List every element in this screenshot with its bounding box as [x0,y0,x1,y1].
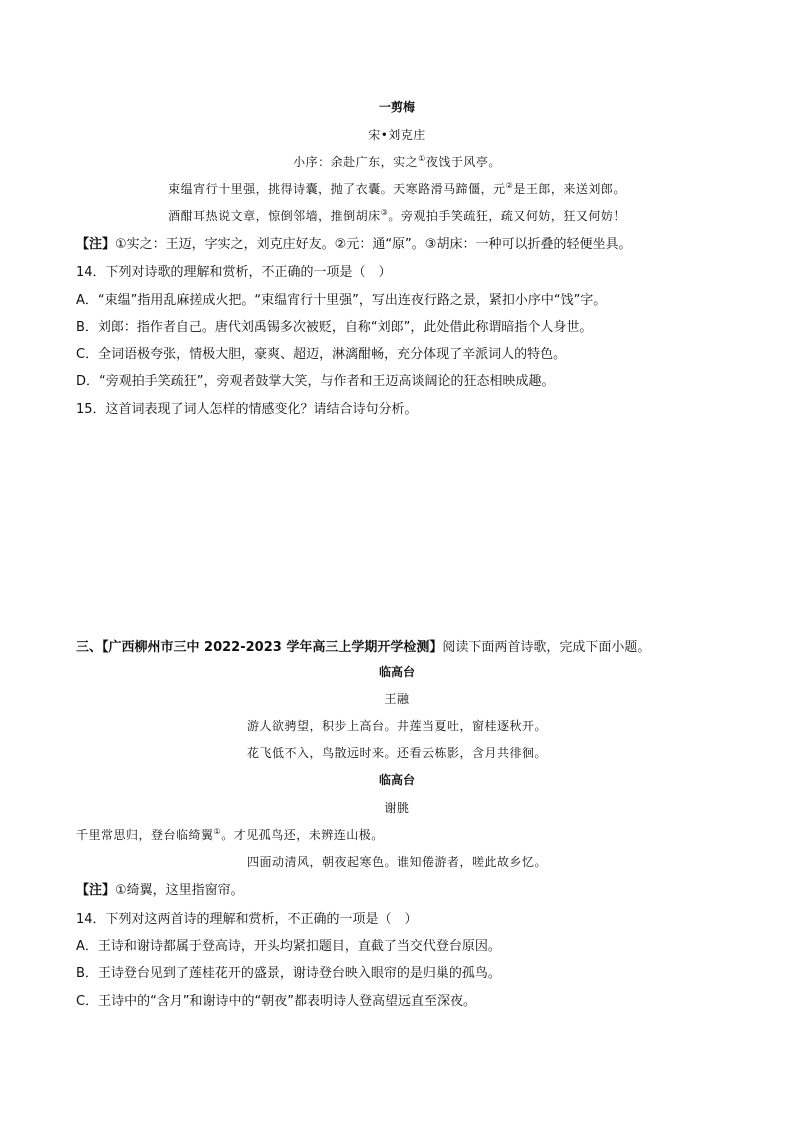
poem1-line1 [0,180,794,197]
poem-line-text-end: 。才见孤鸟还，未辨连山极。 [221,828,384,842]
poem-line-text: 束缊宵行十里强，挑得诗囊，抛了衣囊。天寒路滑马蹄僵，元 [168,182,506,196]
poemA-line1: 游人欲骋望，积步上高台。井莲当夏吐，窗桂逐秋开。 [246,719,547,733]
section3-option-a: A．王诗和谢诗都属于登高诗，开头均紧扣题目，直截了当交代登台原因。 [76,939,501,954]
poem1-line2 [0,207,794,224]
note-text: ①绮翼，这里指窗帘。 [115,883,244,898]
footnote-mark: ① [418,154,426,163]
note-text: ①实之：王迈，字实之，刘克庄好友。②元：通“原”。③胡床：一种可以折叠的轻便坐具。 [115,237,632,252]
preface-text: 小序：余赴广东，实之 [293,155,419,169]
poem1-title: 一剪梅 [378,100,415,114]
question-15: 15．这首词表现了词人怎样的情感变化？请结合诗句分析。 [76,402,418,417]
section-number: 三、 [76,640,103,655]
section3-question-14: 14．下列对这两首诗的理解和赏析，不正确的一项是（ ） [76,912,418,927]
poem1-author: 宋•刘克庄 [368,128,426,142]
poemB-line2: 四面动清风，朝夜起寒色。谁知倦游者，嗟此故乡忆。 [246,855,547,869]
note-bracket: 【注】 [76,883,116,898]
option-d: D．“旁观拍手笑疏狂”，旁观者鼓掌大笑，与作者和王迈高谈阔论的狂态相映成趣。 [76,374,555,389]
footnote-mark: ① [213,827,222,836]
preface-text-end: 夜饯于风亭。 [425,155,501,169]
footnote-mark: ③ [380,208,389,217]
instruction: 阅读下面两首诗歌，完成下面小题。 [442,640,651,655]
question-14: 14．下列对诗歌的理解和赏析，不正确的一项是（ ） [76,265,392,280]
poemB-line1 [76,826,384,843]
poemB-title: 临高台 [378,773,415,787]
section3-header [76,636,650,655]
poem1-preface [0,153,794,170]
option-b: B．刘郎：指作者自己。唐代刘禹锡多次被贬，自称“刘郎”，此处借此称谓暗指个人身世。 [76,320,593,335]
section3-option-c: C．王诗中的“含月”和谢诗中的“朝夜”都表明诗人登高望远直至深夜。 [76,994,477,1009]
poem-line-text-end: 是王郎，来送刘郎。 [513,182,626,196]
option-c: C．全词语极夸张，情极大胆，豪爽、超迈，淋漓酣畅，充分体现了辛派词人的特色。 [76,347,567,362]
poemB-author: 谢朓 [384,801,410,815]
section3-option-b: B．王诗登台见到了莲桂花开的盛景，谢诗登台映入眼帘的是归巢的孤鸟。 [76,966,501,981]
poem-line-text: 酒酣耳热说文章，惊倒邻墙，推倒胡床 [168,209,381,223]
source-label: 【广西柳州市三中 2022-2023 学年高三上学期开学检测】 [102,640,443,655]
poemA-author: 王融 [384,692,410,706]
option-a: A．“束缊”指用乱麻搓成火把。“束缊宵行十里强”，写出连夜行路之景，紧扣小序中“饯”字。 [76,293,607,308]
poemA-line2: 花飞低不入，鸟散远时来。还看云栋影，含月共徘徊。 [246,746,547,760]
poemA-title: 临高台 [378,665,415,679]
section3-note [76,879,244,898]
poem-line-text: 千里常思归，登台临绮翼 [76,828,214,842]
poem1-note [76,233,631,252]
poem-line-text-end: 。旁观拍手笑疏狂，疏又何妨，狂又何妨！ [388,209,626,223]
note-bracket: 【注】 [76,237,116,252]
footnote-mark: ② [505,181,514,190]
